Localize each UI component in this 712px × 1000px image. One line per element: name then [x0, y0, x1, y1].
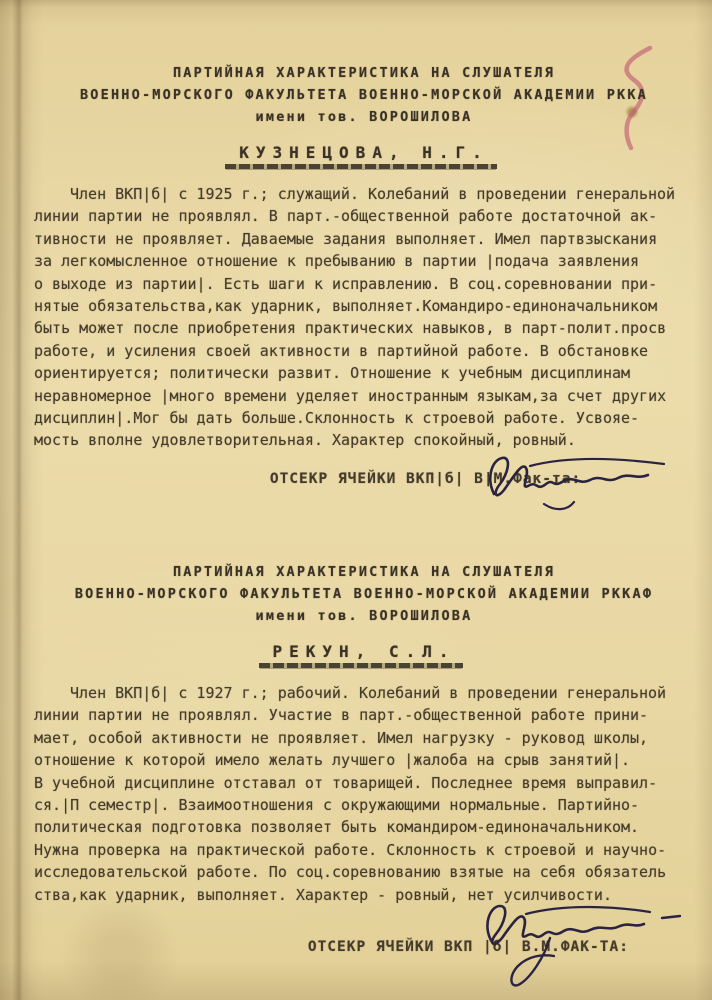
section-body	[34, 183, 694, 452]
header-line: ВОЕННО-МОРСКОГО ФАКУЛЬТЕТА ВОЕННО-МОРСКОЙ АКАДЕМИИ РККА	[79, 87, 649, 103]
body-line: ориентируется; политически развит. Отношение к учебным дисциплинам	[34, 364, 631, 383]
student-name-row	[34, 642, 694, 661]
body-line: мает, особой активности не проявляет. Имел нагрузку - руковод школы,	[34, 728, 649, 747]
student-name: КУЗНЕЦОВА, Н.Г.	[239, 143, 489, 162]
section-header	[34, 561, 694, 627]
body-line: быть может после приобретения практических навыков, в парт-полит.просв	[34, 319, 667, 338]
signatory-title-line	[34, 455, 694, 503]
section-body	[34, 682, 694, 906]
body-line: исследовательской работе. По соц.соревнованию взятые на себя обязатель	[34, 863, 667, 882]
body-line: о выходе из партии|. Есть шаги к исправлению. В соц.соревновании при-	[34, 274, 658, 293]
header-line: ПАРТИЙНАЯ ХАРАКТЕРИСТИКА НА СЛУШАТЕЛЯ	[172, 65, 556, 81]
body-line: работе, и усиления своей активности в партийной работе. В обстановке	[34, 341, 649, 360]
party-reference-section-kuznetsov	[34, 0, 694, 503]
body-line: Член ВКП|б| с 1925 г.; служащий. Колебаний в проведении генеральной	[70, 185, 676, 203]
body-line: мость вполне удовлетворительная. Характер спокойный, ровный.	[34, 431, 576, 450]
body-line: линии партии не проявлял. Участие в парт.-общественной работе прини-	[34, 706, 649, 725]
body-line: неравномерное |много времени уделяет иностранным языкам,за счет других	[34, 386, 667, 405]
header-line: имени тов. ВОРОШИЛОВА	[255, 607, 473, 624]
body-line: отношение к которой имело желать лучшего |жалоба на срыв занятий|.	[34, 751, 631, 770]
body-line: за легкомысленное отношение к пребыванию в партии |подача заявления	[34, 252, 640, 271]
header-line: ПАРТИЙНАЯ ХАРАКТЕРИСТИКА НА СЛУШАТЕЛЯ	[172, 563, 556, 580]
body-line: нятые обязательства,как ударник, выполняет.Командиро-единоначальником	[34, 297, 658, 316]
section-header	[34, 62, 694, 128]
body-line: ся.|П семестр|. Взаимоотношения с окружающими нормальные. Партийно-	[34, 795, 640, 814]
body-line: ства,как ударник, выполняет. Характер - ровный, нет усилчивости.	[34, 885, 612, 904]
signatory-title: ОТСЕКР ЯЧЕЙКИ ВКП|б| В|М.Фак-та:	[269, 470, 582, 487]
body-line: тивности не проявляет. Даваемые задания выполняет. Имел партвзыскания	[34, 229, 658, 248]
header-line: ВОЕННО-МОРСКОГО ФАКУЛЬТЕТА ВОЕННО-МОРСКОЙ АКАДЕМИИ РККАФ	[74, 585, 654, 602]
signatory-title-line	[34, 923, 694, 971]
body-line: линии партии не проявлял. В парт.-общественной работе достаточной ак-	[34, 207, 658, 226]
body-line: В учебной дисциплине отставал от товарищей. Последнее время выправил-	[34, 773, 658, 792]
student-name: РЕКУН, С.Л.	[272, 641, 456, 661]
body-line: дисциплин|.Мог бы дать больше.Склонность к строевой работе. Усвояе-	[34, 409, 640, 428]
body-line: политическая подготовка позволяет быть командиром-единоначальником.	[34, 818, 640, 837]
body-line: Член ВКП|б| с 1927 г.; рабочий. Колебаний в проведении генеральной	[70, 683, 667, 702]
header-line: имени тов. ВОРОШИЛОВА	[255, 109, 473, 125]
signatory-title: ОТСЕКР ЯЧЕЙКИ ВКП |б| В.М.ФАК-ТА:	[307, 938, 629, 955]
party-reference-section-rekun	[34, 503, 694, 971]
body-line: Нужна проверка на практической работе. Склонность к строевой и научно-	[34, 840, 667, 859]
student-name-row	[34, 143, 694, 162]
